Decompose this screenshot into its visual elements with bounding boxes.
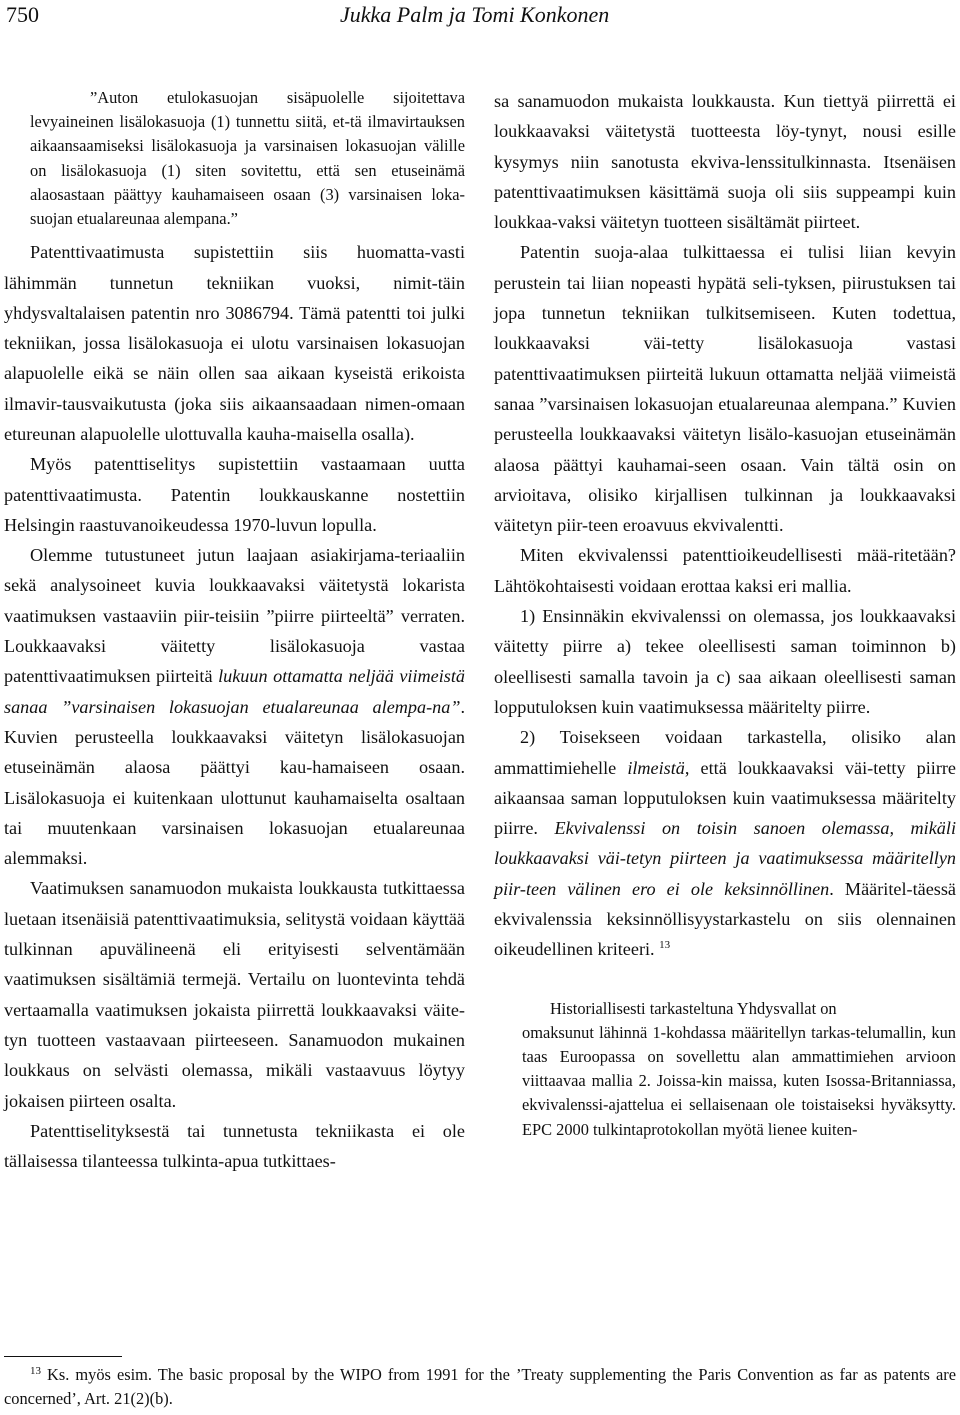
text-run: 2) Toisekseen voidaan tarkastella, olisiko alan ammattimiehelle	[494, 727, 956, 778]
text-run: Olemme tutustuneet jutun laajaan asiakirjama-teriaaliin sekä analysoineet kuvia loukkaavaksi väitetystä lokarista vaatimuksen vastaaviin piir-teisiin ”piirre piirteeltä” verraten. Loukkaavaksi väitetty lisälokasuoja vastaa patenttivaatimuksen piirteitä	[4, 545, 465, 687]
right-column	[494, 86, 956, 1142]
footnote-mark: 13	[30, 1364, 41, 1377]
text-run: . Kuvien perusteella loukkaavaksi väitetyn lisälokasuojan etuseinämän alaosa päättyi kau-hamaiseen osaan. Lisälokasuoja ei kuitenkaan ulottunut kauhamaiselta osaltaan tai muutenkaan varsinaisen lokasuojan etualareunaa alemmaksi.	[4, 696, 465, 869]
left-column	[4, 86, 465, 1176]
page-header	[0, 2, 960, 30]
paragraph: Patenttivaatimusta supistettiin siis huomatta-vasti lähimmän tunnetun tekniikan vuoksi, nimit-täin yhdysvaltalaisen patentin nro 3086794. Tämä patentti toi julki tekniikan, jossa lisälokasuoja ei ulotu varsinaisen lokasuojan alapuolelle eikä se näin ollen saa aikaan kyseistä erikoista ilmavir-tausvaikutusta (joka siis aikaansaadaan nimen-omaan etureunan alapuolelle ulottuvalla kauha-maisella osalla).	[4, 242, 465, 444]
page-number: 750	[6, 2, 39, 27]
footnote-text: Ks. myös esim. The basic proposal by the WIPO from 1991 for the ’Treaty supplementing the Paris Convention as far as patents are concerned’, Art. 21(2)(b).	[4, 1365, 956, 1408]
emphasis-text: Ekvivalenssi on toisin sanoen olemassa, mikäli loukkaavaksi väi-tetyn piirteen ja vaatimuksessa määritellyn piir-teen välinen ero ei ole keksinnöllinen	[494, 818, 957, 899]
pull-quote-text: omaksunut lähinnä 1-kohdassa määritellyn tarkas-telumallin, kun taas Euroopassa on sovellettu alan ammattimiehen arvioon viittaavaa mallia 2. Joissa-kin maissa, kuten Isossa-Britanniassa, ekvivalenssi-ajattelua ei sellaisenaan ole toistaiseksi hyväksytty. EPC 2000 tulkintaprotokollan myötä lienee kuiten-	[522, 1022, 956, 1139]
paragraph: Miten ekvivalenssi patenttioikeudellisesti mää-ritetään? Lähtökohtaisesti voidaan erottaa kaksi eri mallia.	[494, 545, 956, 596]
paragraph: Myös patenttiselitys supistettiin vastaamaan uutta patenttivaatimusta. Patentin loukkauskanne nostettiin Helsingin raastuvanoikeudessa 1970-luvun lopulla.	[4, 454, 465, 535]
pull-quote	[522, 997, 956, 1142]
emphasis-text: ilmeistä	[627, 757, 685, 778]
text-run: , että loukkaavaksi väi-tetty piirre aikaansaa saman lopputuloksen kuin vaatimuksessa määritelty piirre.	[494, 757, 957, 839]
paragraph: 1) Ensinnäkin ekvivalenssi on olemassa, jos loukkaavaksi väitetty piirre a) tekee oleellisesti saman toiminnon b) oleellisesti samalla tavoin ja c) saa aikaan oleellisesti saman lopputuloksen kuin vaatimuksessa määritelty piirre.	[494, 606, 956, 717]
pull-quote-first-line: Historiallisesti tarkasteltuna Yhdysvallat on	[550, 998, 837, 1018]
running-head: Jukka Palm ja Tomi Konkonen	[340, 2, 610, 27]
paragraph: Vaatimuksen sanamuodon mukaista loukkausta tutkittaessa luetaan itsenäisiä patenttivaatimuksia, selitystä voidaan käyttää tulkinnan apuvälineenä eli erityisesti selventämään vaatimuksen sisältämiä termejä. Vertailu on luontevinta tehdä vertaamalla vaatimuksen jokaista piirrettä loukkaavaksi väite-tyn tuotteen vastaavaan piirteeseen. Sanamuodon mukainen loukkaus on selvästi olemassa, mikäli vastaavuus löytyy jokaisen piirteen osalta.	[4, 878, 465, 1111]
paragraph: sa sanamuodon mukaista loukkausta. Kun tiettyä piirrettä ei loukkaavaksi väitetystä tuotteesta löy-tynyt, nousi esille kysymys niin sanotusta ekviva-lenssitulkinnasta. Itsenäisen patenttivaatimuksen käsittämä suoja oli siis suppeampi kuin loukkaa-vaksi väitetyn tuotteen sisältämät piirteet.	[494, 91, 956, 233]
paragraph: Patenttiselityksestä tai tunnetusta tekniikasta ei ole tällaisessa tilanteessa tulkinta-apua tutkittaes-	[4, 1120, 465, 1172]
paragraph	[4, 540, 465, 873]
paragraph	[494, 722, 956, 964]
text-run: . Määritel-täessä ekvivalenssia keksinnöllisyystarkastelu on siis olennainen oikeudellinen kriteeri.	[494, 878, 956, 960]
patent-claim-quote: ”Auton etulokasuojan sisäpuolelle sijoitettava levyaineinen lisälokasuoja (1) tunnettu siitä, et-tä ilmavirtauksen aikaansaamiseksi lisälokasuoja ja varsinaisen lokasuojan välille on lisälokasuoja (1) siten sovitettu, että sen etuseinämä alaosastaan päättyy kauhamaiseen osaan (3) varsinaisen loka-suojan etualareunaa alempana.”	[30, 88, 465, 229]
footnote-reference[interactable]: 13	[659, 939, 671, 952]
footnote-divider	[4, 1356, 122, 1357]
paragraph: Patentin suoja-alaa tulkittaessa ei tulisi liian kevyin perustein tai liian nopeasti hypätä seli-tyksen, piirustuksen tai jopa tunnetun tekniikan tulkitsemiseen. Kuten todettua, loukkaavaksi väi-tetty lisälokasuoja vastasi patenttivaatimuksen piirteitä lukuun ottamatta neljää viimeistä sanaa ”varsinaisen lokasuojan etualareunaa alempana.” Kuvien perusteella loukkaavaksi väitetyn lisälo-kasuojan etuseinämän alaosa päättyi kauhamai-seen osaan. Vain tältä osin on arvioitava, olisiko kirjallisen tulkinnan ja loukkaavaksi väitetyn piir-teen eroavuus ekvivalentti.	[494, 242, 956, 536]
emphasis-text: lukuun ottamatta neljää viimeistä sanaa ”varsinaisen lokasuojan etualareunaa alempa-na”	[4, 666, 465, 717]
footnote	[4, 1363, 956, 1411]
